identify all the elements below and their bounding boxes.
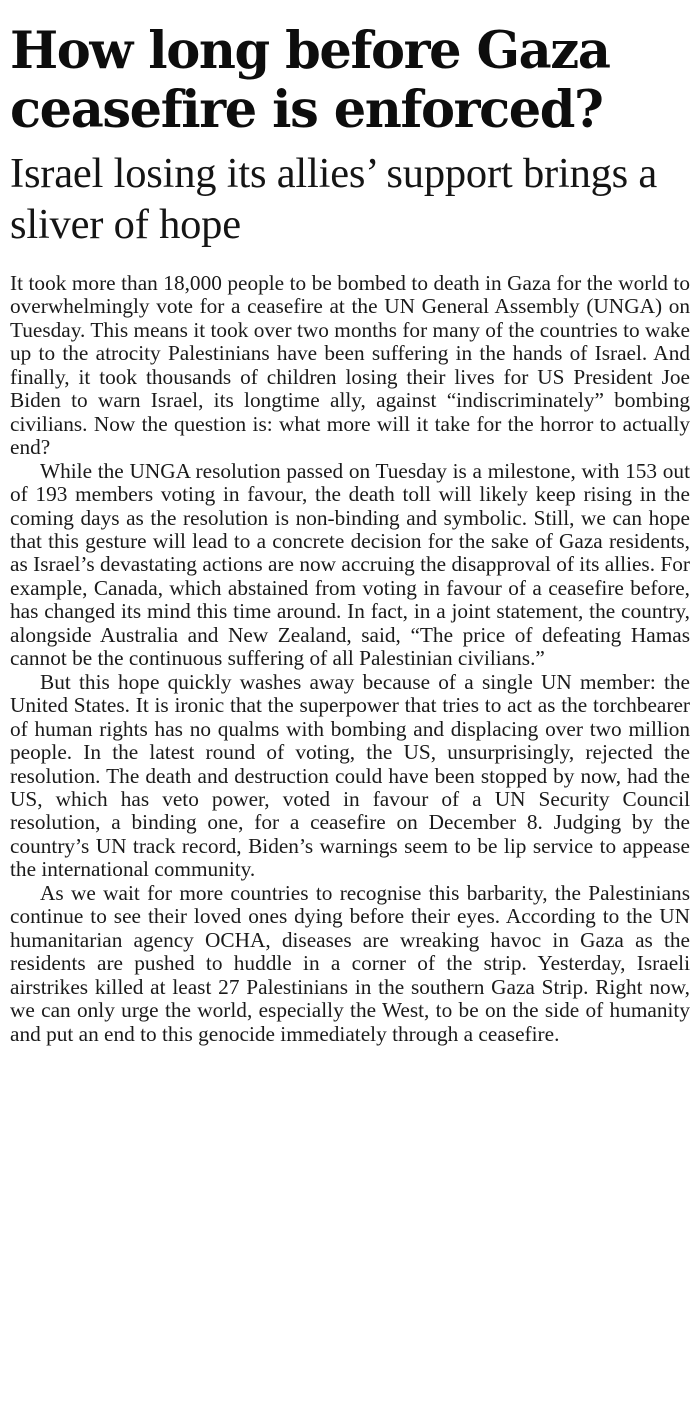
article-body xyxy=(10,272,690,1046)
article xyxy=(10,0,690,1046)
article-paragraph: As we wait for more countries to recognise this barbarity, the Palestinians continue to see their loved ones dying before their eyes. According to the UN humanitarian agency OCHA, diseases are wreaking havoc in Gaza as the residents are pushed to huddle in a corner of the strip. Yesterday, Israeli airstrikes killed at least 27 Palestinians in the southern Gaza Strip. Right now, we can only urge the world, especially the West, to be on the side of humanity and put an end to this genocide immediately through a ceasefire. xyxy=(10,880,690,1046)
article-headline: How long before Gaza ceasefire is enforced? xyxy=(10,21,610,140)
article-paragraph: It took more than 18,000 people to be bombed to death in Gaza for the world to overwhelmingly vote for a ceasefire at the UN General Assembly (UNGA) on Tuesday. This means it took over two months for many of the countries to wake up to the atrocity Palestinians have been suffering in the hands of Israel. And finally, it took thousands of children losing their lives for US President Joe Biden to warn Israel, its longtime ally, against “indiscriminately” bombing civilians. Now the question is: what more will it take for the horror to actually end? xyxy=(10,271,690,460)
article-paragraph: While the UNGA resolution passed on Tuesday is a milestone, with 153 out of 193 members voting in favour, the death toll will likely keep rising in the coming days as the resolution is non-binding and symbolic. Still, we can hope that this gesture will lead to a concrete decision for the sake of Gaza residents, as Israel’s devastating actions are now accruing the disapproval of its allies. For example, Canada, which abstained from voting in favour of a ceasefire before, has changed its mind this time around. In fact, in a joint statement, the country, alongside Australia and New Zealand, said, “The price of defeating Hamas cannot be the continuous suffering of all Palestinian civilians.” xyxy=(10,458,690,671)
article-paragraph: But this hope quickly washes away because of a single UN member: the United States. It is ironic that the superpower that tries to act as the torchbearer of human rights has no qualms with bombing and displacing over two million people. In the latest round of voting, the US, unsurprisingly, rejected the resolution. The death and destruction could have been stopped by now, had the US, which has veto power, voted in favour of a UN Security Council resolution, a binding one, for a ceasefire on December 8. Judging by the country’s UN track record, Biden’s warnings seem to be lip service to appease the international community. xyxy=(10,669,690,882)
article-subheadline: Israel losing its allies’ support brings a sliver of hope xyxy=(10,150,658,248)
